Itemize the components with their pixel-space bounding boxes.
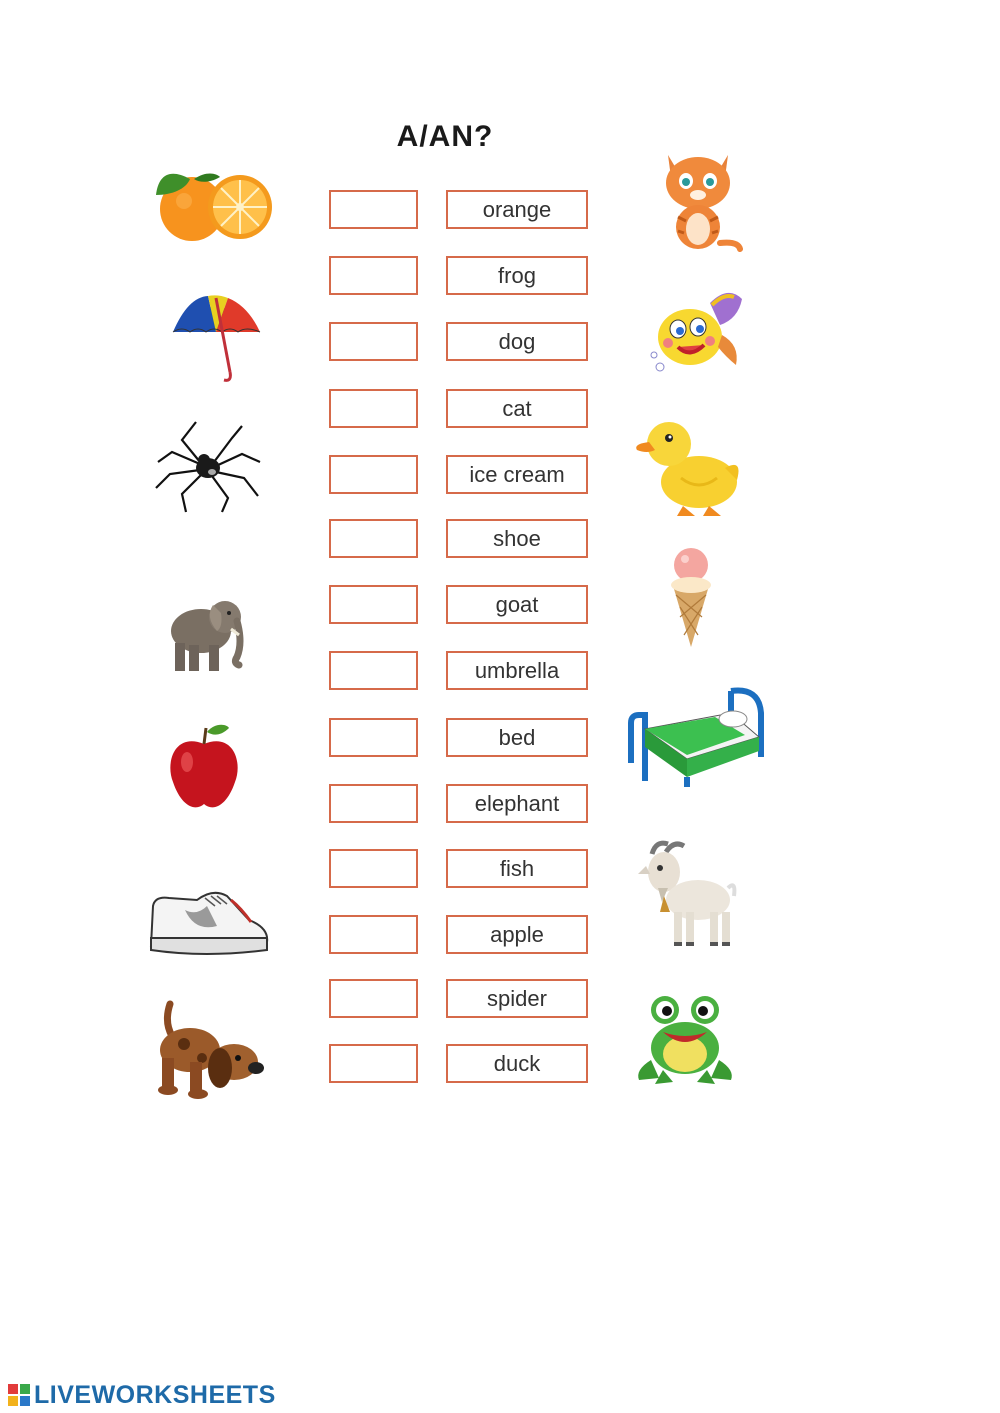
answer-input[interactable]	[331, 192, 416, 227]
shoe-icon	[145, 876, 273, 960]
answer-input[interactable]	[331, 851, 416, 886]
answer-input[interactable]	[331, 720, 416, 755]
word-box: bed	[446, 718, 588, 757]
answer-box[interactable]	[329, 256, 418, 295]
cat-icon	[658, 145, 743, 253]
answer-box[interactable]	[329, 322, 418, 361]
answer-box[interactable]	[329, 651, 418, 690]
footer	[8, 1380, 276, 1410]
answer-input[interactable]	[331, 653, 416, 688]
dog-icon	[150, 992, 270, 1102]
answer-box[interactable]	[329, 784, 418, 823]
frog-icon	[633, 990, 738, 1086]
answer-input[interactable]	[331, 917, 416, 952]
duck-icon	[633, 408, 745, 520]
liveworksheets-logo-icon	[8, 1384, 30, 1406]
answer-box[interactable]	[329, 519, 418, 558]
answer-box[interactable]	[329, 979, 418, 1018]
answer-input[interactable]	[331, 1046, 416, 1081]
answer-box[interactable]	[329, 1044, 418, 1083]
word-box: goat	[446, 585, 588, 624]
word-box: shoe	[446, 519, 588, 558]
word-box: frog	[446, 256, 588, 295]
answer-box[interactable]	[329, 389, 418, 428]
answer-input[interactable]	[331, 587, 416, 622]
word-box: cat	[446, 389, 588, 428]
goat-icon	[638, 840, 738, 950]
spider-icon	[152, 418, 264, 514]
word-box: fish	[446, 849, 588, 888]
answer-input[interactable]	[331, 457, 416, 492]
word-box: elephant	[446, 784, 588, 823]
word-box: umbrella	[446, 651, 588, 690]
answer-input[interactable]	[331, 258, 416, 293]
answer-box[interactable]	[329, 849, 418, 888]
answer-box[interactable]	[329, 190, 418, 229]
answer-box[interactable]	[329, 455, 418, 494]
elephant-icon	[165, 587, 250, 675]
answer-box[interactable]	[329, 585, 418, 624]
worksheet-title: A/AN?	[396, 120, 494, 153]
word-box: spider	[446, 979, 588, 1018]
answer-input[interactable]	[331, 521, 416, 556]
word-box: dog	[446, 322, 588, 361]
answer-input[interactable]	[331, 391, 416, 426]
umbrella-icon	[168, 292, 263, 384]
answer-input[interactable]	[331, 981, 416, 1016]
word-box: orange	[446, 190, 588, 229]
apple-icon	[165, 722, 243, 812]
answer-box[interactable]	[329, 718, 418, 757]
orange-icon	[150, 165, 275, 243]
ice-cream-icon	[666, 545, 716, 649]
answer-input[interactable]	[331, 324, 416, 359]
bed-icon	[625, 683, 765, 791]
word-box: apple	[446, 915, 588, 954]
word-box: ice cream	[446, 455, 588, 494]
liveworksheets-brand: LIVEWORKSHEETS	[34, 1380, 276, 1409]
fish-icon	[648, 285, 746, 381]
answer-box[interactable]	[329, 915, 418, 954]
word-box: duck	[446, 1044, 588, 1083]
answer-input[interactable]	[331, 786, 416, 821]
